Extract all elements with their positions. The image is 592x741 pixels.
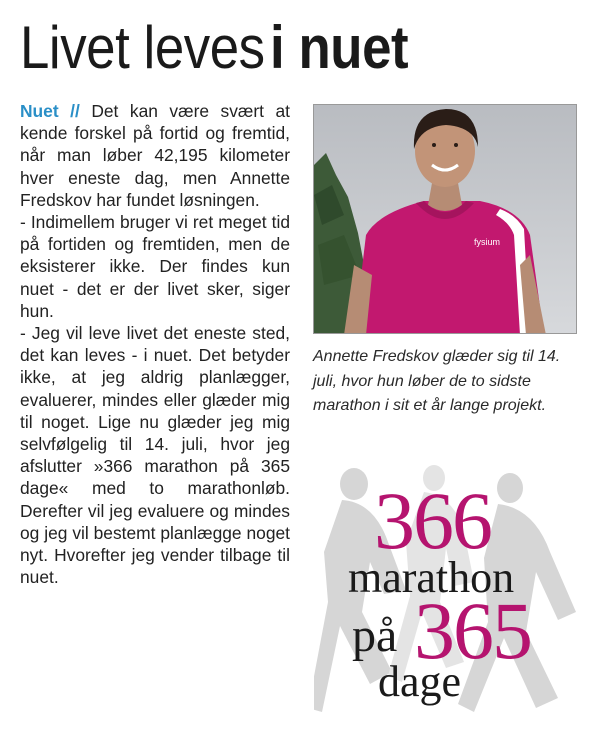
logo-number-366: 366 [374, 475, 491, 566]
logo-number-365: 365 [414, 585, 531, 676]
paragraph-1 [20, 100, 290, 211]
logo-word-pa: på [352, 609, 398, 662]
paragraph-1-text: Det kan være svært at kende forskel på fortid og fremtid, når man løber 42,195 kilometer hver eneste dag, men Annette Fredskov har fundet løsningen. [20, 101, 290, 210]
lead-label: Nuet // [20, 101, 80, 121]
logo-word-marathon: marathon [348, 553, 515, 602]
photo-caption: Annette Fredskov glæder sig til 14. juli, hvor hun løber de to sidste marathon i sit et år lange projekt. [313, 348, 561, 414]
headline-light: Livet leves [20, 14, 265, 81]
paragraph-2: - Indimellem bruger vi ret meget tid på fortiden og fremtiden, men de eksisterer ikke. Der findes kun nuet - det er der livet sker, siger hun. [20, 212, 290, 321]
headline-bold: i nuet [270, 14, 409, 81]
logo-word-dage: dage [378, 657, 462, 706]
headline [20, 8, 580, 88]
article-body [20, 100, 290, 588]
runner-photo [313, 104, 577, 334]
marathon-logo [314, 462, 582, 724]
shirt-logo: fysium [474, 237, 501, 247]
paragraph-3: - Jeg vil leve livet det eneste sted, det kan leves - i nuet. Det betyder ikke, at jeg aldrig planlægger, evaluerer, mindes eller glæder mig til noget. Lige nu glæder jeg mig selvfølgelig til 14. juli, hvor jeg afslutter »366 marathon på 365 dage« med to marathonløb. Derefter vil jeg evaluere og mindes og jeg vil bestemt planlægge noget nyt. Hvorefter jeg vender tilbage til nuet. [20, 323, 290, 588]
runner-photo-illustration [314, 105, 577, 334]
